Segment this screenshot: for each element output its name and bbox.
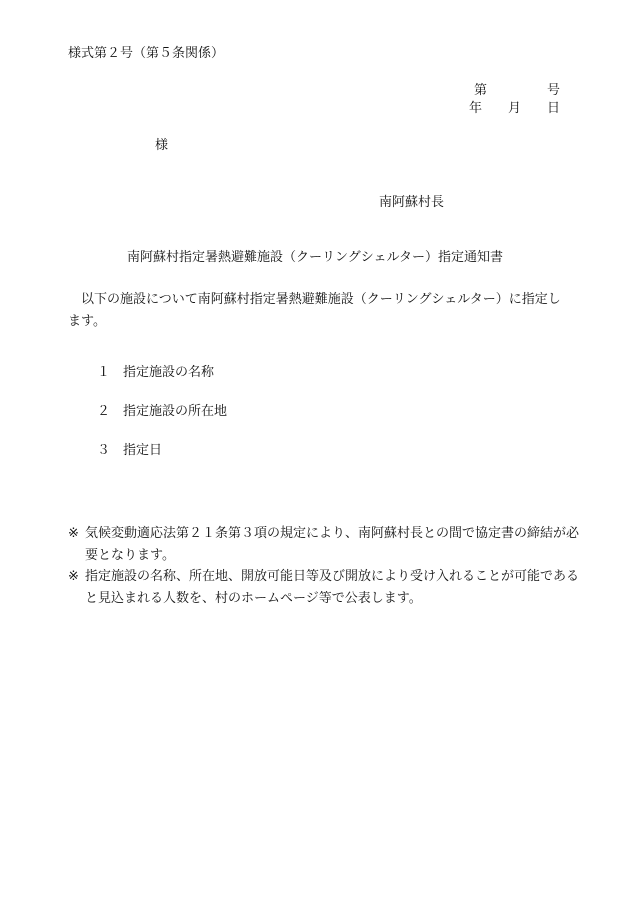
sender-name: 南阿蘇村長 [379, 195, 445, 210]
item-number: １ [97, 365, 111, 380]
doc-number-go: 号 [546, 83, 560, 98]
doc-number-dai: 第 [473, 83, 487, 98]
note [68, 523, 579, 567]
date-day: 日 [546, 101, 560, 116]
note-text: 指定施設の名称、所在地、開放可能日等及び開放により受け入れることが可能であると見込まれる人数を、村のホームページ等で公表します。 [85, 569, 580, 606]
item-label: 指定施設の名称 [123, 365, 215, 380]
item-number: ３ [97, 443, 111, 458]
list-item [97, 444, 162, 457]
form-number: 様式第２号（第５条関係） [68, 46, 225, 61]
item-label: 指定施設の所在地 [123, 404, 228, 419]
recipient-suffix: 様 [155, 138, 169, 153]
note [68, 566, 579, 610]
item-number: ２ [97, 404, 111, 419]
note-text: 気候変動適応法第２１条第３項の規定により、南阿蘇村長との間で協定書の締結が必要となります。 [85, 526, 580, 563]
document-number [474, 84, 560, 97]
date-month: 月 [507, 101, 521, 116]
list-item [97, 405, 227, 418]
document-title: 南阿蘇村指定暑熱避難施設（クーリングシェルター）指定通知書 [127, 250, 503, 265]
item-label: 指定日 [123, 443, 163, 458]
date-line [469, 102, 560, 115]
date-year: 年 [468, 101, 482, 116]
note-mark: ※ [68, 526, 79, 541]
body-paragraph: 以下の施設について南阿蘇村指定暑熱避難施設（クーリングシェルター）に指定します。 [68, 292, 561, 329]
list-item [97, 366, 214, 379]
note-mark: ※ [68, 569, 79, 584]
